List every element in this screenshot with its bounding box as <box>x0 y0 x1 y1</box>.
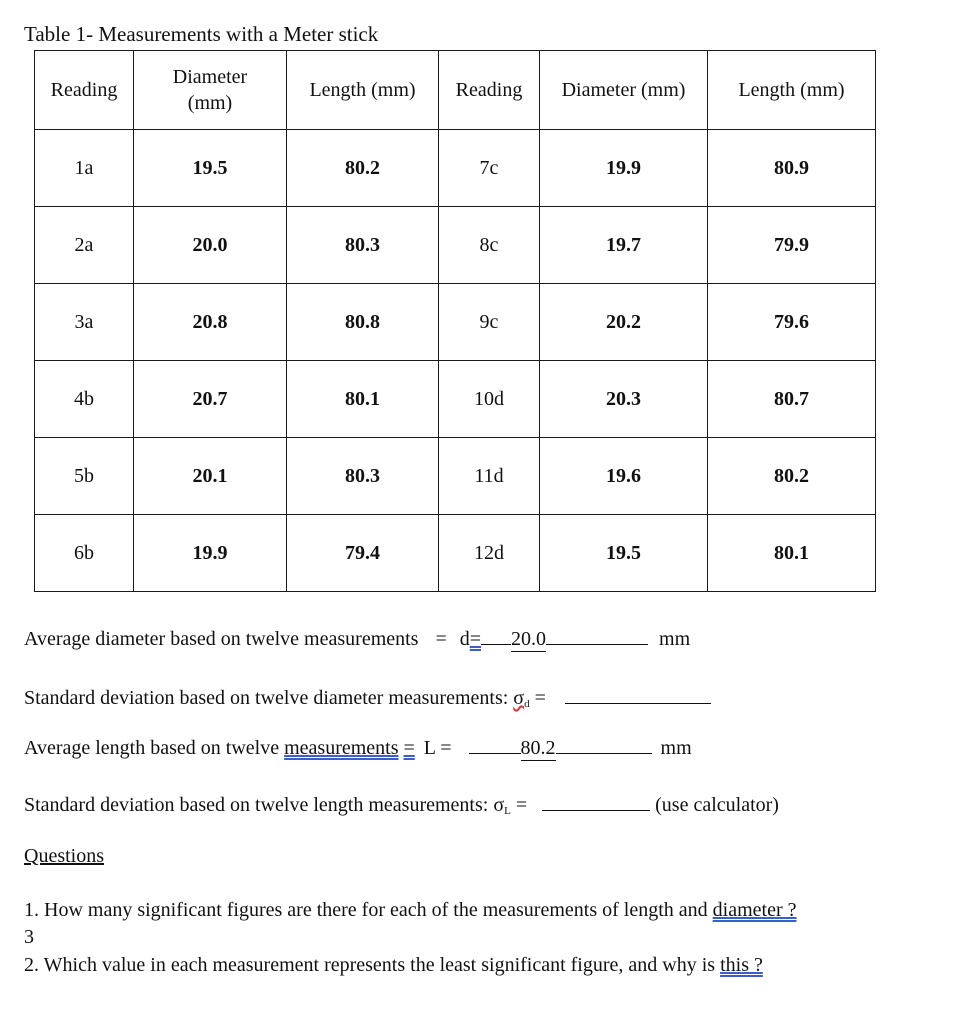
table-row <box>35 284 876 361</box>
table-row <box>35 130 876 207</box>
question-1 <box>24 899 797 922</box>
header-diameter <box>134 51 287 130</box>
header-length-2: Length (mm) <box>708 51 876 130</box>
std-diameter-blank[interactable] <box>565 683 711 704</box>
std-length-sigma: σ <box>493 794 505 816</box>
cell-diameter-2: 20.2 <box>540 284 708 361</box>
cell-diameter: 19.9 <box>134 515 287 592</box>
cell-reading: 4b <box>35 361 134 438</box>
question-2 <box>24 954 763 977</box>
cell-reading-2: 11d <box>439 438 540 515</box>
cell-diameter-2: 19.9 <box>540 130 708 207</box>
std-length-subscript: L <box>504 805 511 817</box>
cell-diameter: 19.5 <box>134 130 287 207</box>
answer-1[interactable]: 3 <box>24 926 34 948</box>
std-length-blank[interactable] <box>542 790 650 811</box>
header-diameter-2: Diameter (mm) <box>540 51 708 130</box>
cell-reading-2: 8c <box>439 207 540 284</box>
avg-length-value[interactable]: 80.2 <box>520 737 556 759</box>
cell-length: 80.1 <box>287 361 439 438</box>
cell-length: 79.4 <box>287 515 439 592</box>
header-reading: Reading <box>35 51 134 130</box>
std-diameter-eq: = <box>534 687 546 709</box>
avg-length-eq: = <box>403 737 415 759</box>
cell-diameter-2: 20.3 <box>540 361 708 438</box>
cell-diameter-2: 19.5 <box>540 515 708 592</box>
cell-reading-2: 9c <box>439 284 540 361</box>
std-diameter-subscript: d <box>524 698 530 710</box>
cell-length-2: 80.9 <box>708 130 876 207</box>
std-length-line <box>24 790 779 817</box>
std-diameter-sigma: σ <box>513 687 525 709</box>
cell-reading: 6b <box>35 515 134 592</box>
avg-diameter-unit: mm <box>659 628 691 650</box>
table-header-row <box>35 51 876 130</box>
header-reading-2: Reading <box>439 51 540 130</box>
avg-length-symbol: L <box>423 737 436 759</box>
cell-reading: 3a <box>35 284 134 361</box>
question-1-end: diameter ? <box>712 899 797 921</box>
cell-length: 80.3 <box>287 438 439 515</box>
cell-length-2: 80.7 <box>708 361 876 438</box>
std-diameter-line <box>24 683 711 710</box>
cell-reading-2: 7c <box>439 130 540 207</box>
avg-length-line <box>24 737 692 761</box>
question-2-text: 2. Which value in each measurement represents the least significant figure, and why is <box>24 954 716 976</box>
avg-diameter-eq2: = <box>469 628 482 650</box>
cell-reading-2: 10d <box>439 361 540 438</box>
avg-diameter-blank-tail[interactable] <box>546 644 648 645</box>
avg-diameter-symbol: d <box>459 628 470 650</box>
cell-length-2: 79.6 <box>708 284 876 361</box>
cell-reading-2: 12d <box>439 515 540 592</box>
cell-diameter: 20.7 <box>134 361 287 438</box>
avg-length-label-underlined: measurements <box>284 737 399 759</box>
std-length-note: (use calculator) <box>655 794 779 816</box>
cell-length-2: 80.2 <box>708 438 876 515</box>
cell-diameter: 20.0 <box>134 207 287 284</box>
question-2-end: this ? <box>720 954 763 976</box>
cell-reading: 2a <box>35 207 134 284</box>
avg-diameter-value[interactable]: 20.0 <box>511 628 547 650</box>
avg-length-blank-lead[interactable] <box>469 753 521 754</box>
cell-diameter: 20.1 <box>134 438 287 515</box>
cell-length-2: 79.9 <box>708 207 876 284</box>
cell-length: 80.3 <box>287 207 439 284</box>
std-diameter-symbol <box>513 687 529 709</box>
table-row <box>35 361 876 438</box>
header-length: Length (mm) <box>287 51 439 130</box>
avg-length-label: Average length based on twelve <box>24 737 280 759</box>
cell-length: 80.8 <box>287 284 439 361</box>
questions-heading: Questions <box>24 845 104 867</box>
cell-diameter-2: 19.6 <box>540 438 708 515</box>
avg-length-eq2: = <box>440 737 452 759</box>
std-length-label: Standard deviation based on twelve length measurements: <box>24 794 489 816</box>
std-diameter-label: Standard deviation based on twelve diameter measurements: <box>24 687 509 709</box>
table-row <box>35 438 876 515</box>
cell-diameter: 20.8 <box>134 284 287 361</box>
header-diameter-text: Diameter (mm) <box>172 66 248 114</box>
cell-reading: 5b <box>35 438 134 515</box>
avg-diameter-eq: = <box>435 628 447 650</box>
avg-diameter-label: Average diameter based on twelve measurements <box>24 628 419 650</box>
table-row <box>35 515 876 592</box>
avg-diameter-blank-lead[interactable] <box>481 644 511 645</box>
table-row <box>35 207 876 284</box>
std-length-eq: = <box>515 794 528 816</box>
table-caption: Table 1- Measurements with a Meter stick <box>24 22 379 46</box>
measurements-table <box>34 50 876 592</box>
avg-length-blank-tail[interactable] <box>556 753 652 754</box>
question-1-text: 1. How many significant figures are there for each of the measurements of length and <box>24 899 708 921</box>
avg-length-unit: mm <box>660 737 692 759</box>
cell-reading: 1a <box>35 130 134 207</box>
cell-length-2: 80.1 <box>708 515 876 592</box>
cell-diameter-2: 19.7 <box>540 207 708 284</box>
cell-length: 80.2 <box>287 130 439 207</box>
avg-diameter-line <box>24 628 690 652</box>
